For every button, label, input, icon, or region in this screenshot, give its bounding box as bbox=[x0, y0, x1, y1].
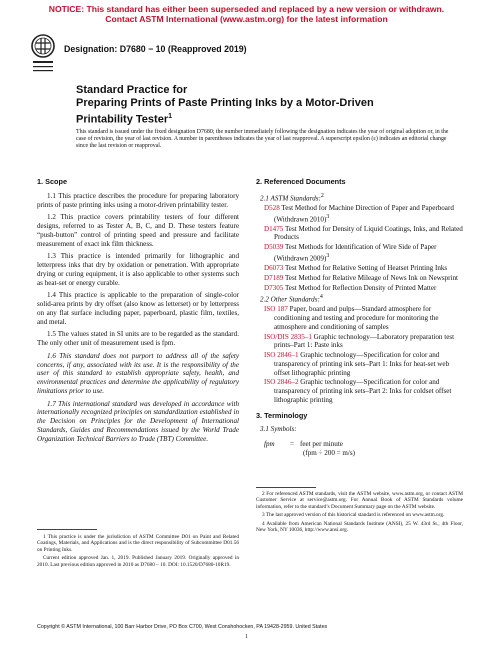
scope-p2: 1.2 This practice covers printability testers of four different designs, referred to as Tester A, B, C, and D. These testers feature “push-button” control of printing speed and pressure and facilitate measurement of exact ink film thickness. bbox=[37, 213, 239, 248]
astm-logo bbox=[30, 32, 56, 76]
reference-code-link[interactable]: D1475 bbox=[264, 224, 284, 233]
reference-title: Graphic technology—Specification for color and transparency of printing ink sets–Part 2: Inks for coldset offset lithographic printing bbox=[274, 378, 452, 404]
scope-p7: 1.7 This international standard was developed in accordance with internationally recognized principles on standardization established in the Decision on Principles for the Development of International Standards, Guides and Recommendations issued by the World Trade Organization Technical Barriers to Trade (TBT) Committee. bbox=[37, 399, 239, 443]
preamble: This standard is issued under the fixed designation D7680; the number immediately following the designation indicates the year of original adoption or, in the case of revision, the year of last revision. A number in parentheses indicates the year of last reapproval. A superscript epsilon (ε) indicates an editorial change since the last revision or reapproval. bbox=[76, 129, 449, 150]
reference-title: Test Method for Density of Liquid Coatings, Inks, and Related Products bbox=[274, 224, 463, 242]
other-standards-list bbox=[256, 305, 463, 404]
footnote-1: 1 This practice is under the jurisdiction of ASTM Committee D01 on Paint and Related Coatings, Materials, and Applications and is the direct responsibility of Subcommittee D01.56 on Printing Inks. bbox=[37, 534, 239, 553]
notice-banner bbox=[0, 4, 493, 24]
reference-title: Test Method for Reflection Density of Printed Matter bbox=[283, 283, 437, 292]
notice-line-1: NOTICE: This standard has either been superseded and replaced by a new version or withdrawn. bbox=[48, 4, 445, 14]
reference-code-link[interactable]: D7189 bbox=[264, 273, 284, 282]
scope-p5: 1.5 The values stated in SI units are to be regarded as the standard. The only other unit of measurement used is fpm. bbox=[37, 330, 239, 347]
reference-item bbox=[264, 333, 463, 351]
reference-item bbox=[264, 284, 463, 293]
other-standards-label: 2.2 Other Standards:$^4$ bbox=[260, 294, 323, 304]
page-number: 1 bbox=[245, 634, 248, 640]
reference-code-link[interactable]: ISO/DIS 2835–1 bbox=[264, 332, 312, 341]
reference-code-link[interactable]: ISO 187 bbox=[264, 305, 288, 314]
footnote-3: 3 The last approved version of this historical standard is referenced on www.astm.org. bbox=[262, 512, 445, 519]
reference-item bbox=[264, 204, 463, 224]
footnote-4: 4 Available from American National Standards Institute (ANSI), 25 W. 43rd St., 4th Floor, New York, NY 10036, http://www.ansi.org. bbox=[256, 520, 463, 534]
symbol-meaning: feet per minute (fpm ÷ 200 = m/s) bbox=[300, 440, 356, 457]
reference-code-link[interactable]: ISO 2846–2 bbox=[264, 378, 299, 387]
reference-title: Graphic technology—Laboratory preparation test prints–Part 1: Paste inks bbox=[274, 332, 455, 350]
reference-item bbox=[264, 225, 463, 243]
symbol-definition bbox=[264, 440, 463, 458]
footnote-2: 2 For referenced ASTM standards, visit the ASTM website, www.astm.org, or contact ASTM Customer Service at service@astm.org. For Annual Book of ASTM Standards volume information, refer to the standard’s Document Summary page on the ASTM website. bbox=[256, 491, 463, 510]
reference-item bbox=[264, 274, 463, 283]
reference-item bbox=[264, 378, 463, 404]
reference-item bbox=[264, 243, 463, 263]
scope-p6: 1.6 This standard does not purport to address all of the safety concerns, if any, associated with its use. It is the responsibility of the user of this standard to establish appropriate safety, health, and environmental practices and determine the applicability of regulatory limitations prior to use. bbox=[37, 351, 239, 395]
scope-p3: 1.3 This practice is intended primarily for lithographic and letterpress inks that dry by oxidation or penetration. With appropriate drying or curing equipment, it is also applicable to other systems such as heat-set or energy curable. bbox=[37, 252, 239, 287]
reference-item bbox=[264, 264, 463, 273]
footnote-rule-right bbox=[256, 487, 316, 488]
footnotes-right bbox=[256, 491, 463, 535]
symbols-label: 3.1 Symbols: bbox=[260, 425, 297, 434]
title-footnote-mark: 1 bbox=[168, 113, 173, 120]
reference-code-link[interactable]: D7305 bbox=[264, 283, 284, 292]
reference-item bbox=[264, 351, 463, 377]
scope-p1: 1.1 This practice describes the procedure for preparing laboratory prints of paste printing inks using a motor-driven printability tester. bbox=[37, 191, 239, 209]
symbol-equals: = bbox=[290, 440, 295, 449]
scope-p4: 1.4 This practice is applicable to the preparation of single-color solid-area prints by dry offset (also know as letterset) or by letterpress on any flat surface including paper, paperboard, plastic film, textiles, and metal. bbox=[37, 291, 239, 326]
title-line-1: Standard Practice for bbox=[76, 84, 188, 96]
document-title bbox=[76, 84, 374, 127]
designation: Designation: D7680 − 10 (Reapproved 2019) bbox=[64, 44, 247, 54]
reference-title: Test Method for Relative Mileage of News Ink on Newsprint bbox=[283, 273, 459, 282]
terminology-heading: 3. Terminology bbox=[256, 410, 308, 420]
reference-title: Paper, board and pulps—Standard atmosphere for conditioning and testing and procedure for monitoring the atmosphere and conditioning of samples bbox=[274, 305, 439, 331]
title-line-2: Preparing Prints of Paste Printing Inks by a Motor-Driven bbox=[76, 97, 374, 109]
left-column bbox=[37, 178, 239, 447]
reference-footnote-mark: 3 bbox=[326, 252, 330, 259]
references-heading: 2. Referenced Documents bbox=[256, 177, 346, 186]
astm-logo-icon bbox=[30, 32, 56, 76]
footnote-rule-left bbox=[37, 529, 97, 530]
reference-title: Test Methods for Identification of Wire Side of Paper (Withdrawn 2009) bbox=[274, 243, 437, 263]
right-column bbox=[256, 178, 463, 458]
reference-title: Graphic technology—Specification for color and transparency of printing ink sets–Part 1: Inks for heat-set web offset lithographic printing bbox=[274, 351, 450, 377]
reference-code-link[interactable]: D6073 bbox=[264, 264, 284, 273]
scope-heading: 1. Scope bbox=[37, 177, 68, 186]
copyright-line: Copyright © ASTM International, 100 Barr Harbor Drive, PO Box C700, West Conshohocken, PA 19428-2959. United States bbox=[37, 624, 328, 630]
reference-item bbox=[264, 305, 463, 331]
reference-code-link[interactable]: D5039 bbox=[264, 243, 284, 252]
reference-code-link[interactable]: D528 bbox=[264, 203, 280, 212]
symbol-name: fpm bbox=[264, 440, 275, 449]
astm-standards-list bbox=[256, 204, 463, 292]
reference-code-link[interactable]: ISO 2846–1 bbox=[264, 351, 299, 360]
title-line-3: Printability Tester$^1$ bbox=[76, 113, 173, 126]
reference-title: Test Method for Relative Setting of Heatset Printing Inks bbox=[283, 264, 448, 273]
astm-standards-label: 2.1 ASTM Standards:$^2$ bbox=[260, 192, 324, 203]
notice-line-2: Contact ASTM International (www.astm.org) for the latest information bbox=[105, 14, 388, 24]
reference-footnote-mark: 3 bbox=[326, 213, 330, 220]
reference-title: Test Method for Machine Direction of Paper and Paperboard (Withdrawn 2010) bbox=[274, 203, 454, 223]
footnote-1-edition: Current edition approved Jan. 1, 2019. Published January 2019. Originally approved in 2010. Last previous edition approved in 2010 as D7680 – 10. DOI: 10.1520/D7680-10R19. bbox=[37, 555, 239, 568]
footnotes-left bbox=[37, 534, 239, 570]
